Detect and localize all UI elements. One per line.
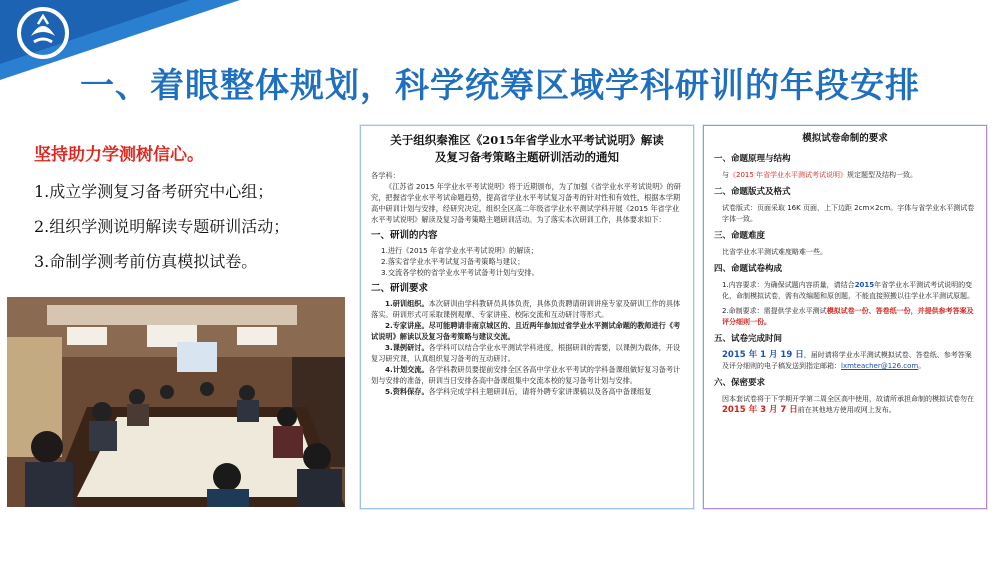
school-logo-icon xyxy=(16,6,70,60)
requirements-text xyxy=(714,350,976,372)
paragraph-head: 3.课例研讨。 xyxy=(385,343,429,352)
text-part: 与 xyxy=(722,171,729,179)
notice-paragraph xyxy=(371,364,683,386)
paragraph-text: 各学科完成学科主题研训后，请将外聘专家讲课稿以及各高中备课组复 xyxy=(428,387,652,396)
requirements-title: 模拟试卷命制的要求 xyxy=(802,133,888,144)
notice-list-item: 2.落实省学业水平考试复习备考策略与建议； xyxy=(381,257,525,266)
points-headline: 坚持助力学测树信心。 xyxy=(34,145,204,165)
requirements-text xyxy=(714,306,976,328)
paragraph-text: 各学科教研员要提前安排全区各高中学业水平考试的学科备课组做好复习备考计划与安排的准备，研训当日安排各高中备课组集中交流本校的复习备考计划与安排。 xyxy=(371,365,681,385)
paragraph-head: 5.资料保存。 xyxy=(385,387,429,396)
text-part: 年省学业水平测试考试说明的变化，命制模拟试卷，需有改编题和原创题，不能直接照搬以往学业水平测试原题。 xyxy=(722,281,974,300)
point-item: 1.成立学测复习备考研究中心组； xyxy=(34,182,274,201)
text-part: 2.命制要求：需提供学业水平测试 xyxy=(722,307,827,315)
meeting-photo xyxy=(7,297,345,507)
highlight-year: 2015 xyxy=(854,281,875,289)
point-item: 3.命制学测考前仿真模拟试卷。 xyxy=(34,252,258,271)
notice-intro: 《江苏省 2015 年学业水平考试说明》将于近期颁布，为了加强《省学业水平考试说明》的研究，把握省学业水平考试命题趋势，提高省学业水平考试复习备考的针对性和有效性，根据本学期高中研训计划与安排，经研究决定，组织全区高二年级省学业水平测试学科开展《2015 年省学业水平考试说明》解读及复习备考策略主题研训活动。为了落实本次研训工作，具体要求如下： xyxy=(371,182,681,224)
text-part: 因本套试卷将于下学期开学第二周全区高中使用，故请所承担命制的模拟试卷勿在 xyxy=(722,395,974,403)
text-part: 前在其他地方使用或网上发布。 xyxy=(797,406,896,414)
requirements-section-heading: 四、命题试卷构成 xyxy=(714,264,783,274)
requirements-text xyxy=(714,280,976,302)
notice-title-line2: 及复习备考策略主题研训活动的通知 xyxy=(435,150,619,164)
requirements-text: 试卷版式：页面采取 16K 页面，上下边距 2cm×2cm。字体与省学业水平测试卷字体一致。 xyxy=(722,204,975,223)
highlight-text: 模拟试卷一份、答卷纸一份，并提供参考答案及评分细则一份。 xyxy=(722,307,974,326)
notice-document xyxy=(360,125,694,509)
notice-salutation: 各学科： xyxy=(371,171,400,180)
slide-title: 一、着眼整体规划，科学统筹区域学科研训的年段安排 xyxy=(80,66,920,106)
text-part: ，届时请将学业水平测试模拟试卷、答卷纸、参考答案及评分细则的电子稿发送到指定邮箱： xyxy=(722,351,972,370)
requirements-section-heading: 五、试卷完成时间 xyxy=(714,334,783,344)
requirements-section-heading: 二、命题版式及格式 xyxy=(714,187,791,197)
notice-paragraph xyxy=(371,298,683,320)
text-part: 1.内容要求：为确保试题内容质量，请结合 xyxy=(722,281,855,289)
notice-paragraph xyxy=(371,386,683,397)
paragraph-text: 尽可能聘请非南京城区的、且近两年参加过省学业水平测试命题的教师进行《考试说明》解读以及复习备考策略与建议交流。 xyxy=(371,321,681,341)
paragraph-text: 本次研训由学科教研员具体负责，具体负责聘请研训讲座专家及研训工作的具体落实。研训形式可采取课例观摩、专家讲座、校际交流和互动研讨等形式。 xyxy=(371,299,681,319)
paragraph-text: 各学科可以结合学业水平测试学科进度，根据研训的需要，以课例为载体，开设复习研究课，认真组织复习备考的互动研讨。 xyxy=(371,343,681,363)
use-date: 2015 年 3 月 7 日 xyxy=(722,405,798,415)
paragraph-head: 2.专家讲座。 xyxy=(385,321,429,330)
paragraph-head: 1.研训组织。 xyxy=(385,299,429,308)
key-points xyxy=(34,140,354,284)
notice-list-item: 3.交流各学校的省学业水平考试备考计划与安排。 xyxy=(381,268,539,277)
notice-section-heading: 二、研训要求 xyxy=(371,283,429,294)
text-part: 。 xyxy=(918,362,926,370)
paragraph-head: 4.计划交流。 xyxy=(385,365,429,374)
requirements-section-heading: 三、命题难度 xyxy=(714,231,766,241)
requirements-text: 比省学业水平测试难度略难一些。 xyxy=(722,248,827,256)
requirements-text xyxy=(714,170,976,181)
requirements-section-heading: 一、命题原理与结构 xyxy=(714,154,791,164)
point-item: 2.组织学测说明解读专题研训活动； xyxy=(34,217,290,236)
email-link[interactable]: lxmteacher@126.com xyxy=(841,362,919,370)
requirements-section-heading: 六、保密要求 xyxy=(714,378,766,388)
deadline-date: 2015 年 1 月 19 日 xyxy=(722,350,804,360)
requirements-text xyxy=(714,394,976,416)
requirements-document xyxy=(703,125,987,509)
highlight-text: 《2015 年省学业水平测试考试说明》 xyxy=(729,171,848,179)
notice-list-item: 1.进行《2015 年省学业水平考试说明》的解读； xyxy=(381,246,538,255)
notice-paragraph xyxy=(371,320,683,342)
notice-title-line1: 关于组织秦淮区《2015年省学业水平考试说明》解读 xyxy=(390,133,664,147)
notice-section-heading: 一、研训的内容 xyxy=(371,230,438,241)
notice-paragraph xyxy=(371,342,683,364)
text-part: 规定题型及结构一致。 xyxy=(847,171,918,179)
